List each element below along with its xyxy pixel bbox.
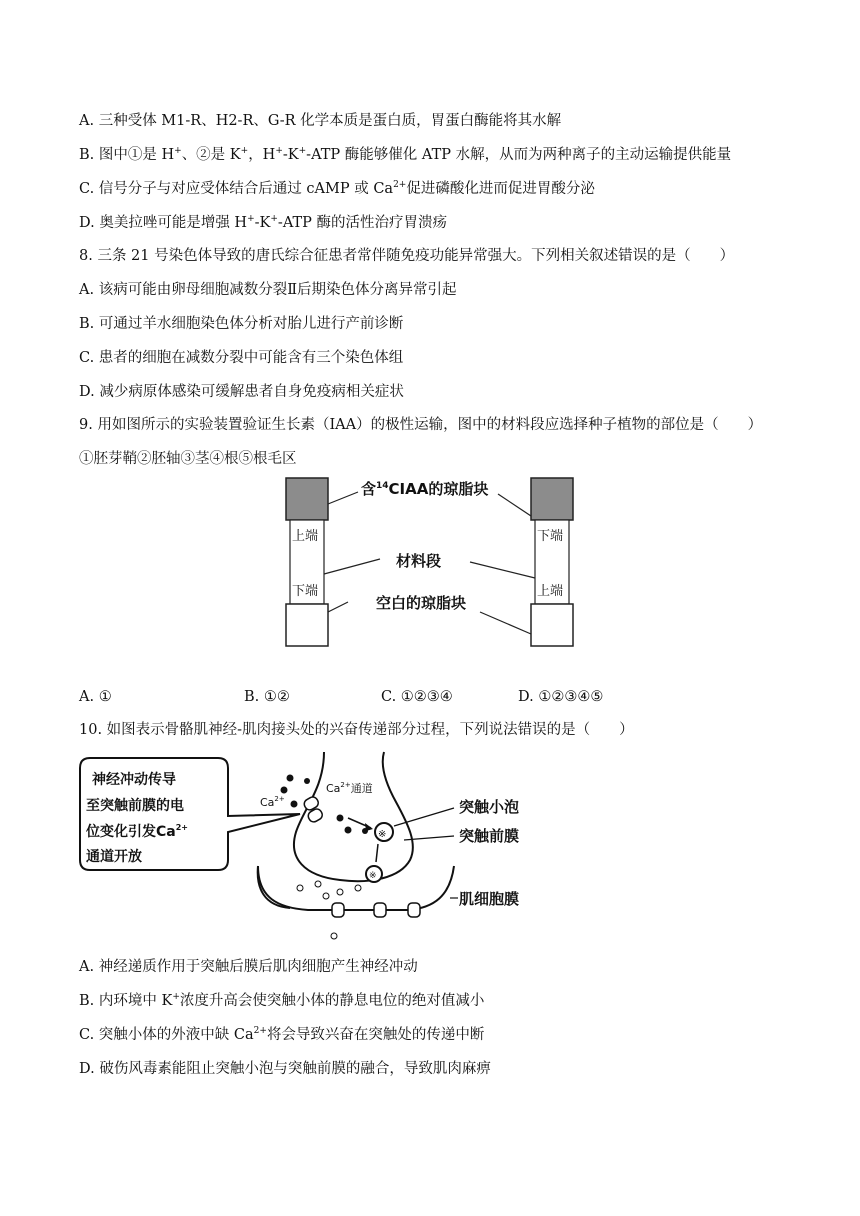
receptor (332, 903, 344, 917)
q9-option-a: A. ① (79, 689, 112, 705)
callout-line-1: 神经冲动传导 (92, 772, 176, 788)
q10-option-b: B. 内环境中 K+浓度升高会使突触小体的静息电位的绝对值减小 (79, 992, 485, 1009)
q7-option-d: D. 奥美拉唑可能是增强 H+-K+-ATP 酶的活性治疗胃溃疡 (79, 214, 448, 231)
q7-option-b: B. 图中①是 H+、②是 K+，H+-K+-ATP 酶能够催化 ATP 水解，从而为两种离子的主动运输提供能量 (79, 146, 732, 163)
arrow-head (365, 823, 373, 831)
q8-option-b: B. 可通过羊水细胞染色体分析对胎儿进行产前诊断 (79, 316, 404, 332)
right-upper-end: 下端 (537, 529, 564, 544)
callout-line-4: 通道开放 (86, 849, 142, 865)
label-muscle-membrane: 肌细胞膜 (459, 890, 520, 908)
callout-line-2: 至突触前膜的电 (86, 798, 184, 814)
q10-stem: 10. 如图表示骨骼肌神经-肌肉接头处的兴奋传递部分过程，下列说法错误的是（ ） (79, 722, 634, 738)
q9-option-b: B. ①② (244, 689, 290, 705)
q8-stem: 8. 三条 21 号染色体导致的唐氏综合征患者常伴随免疫功能异常强大。下列相关叙述错误的是（ ） (79, 248, 735, 264)
pointer-bottom-left (328, 602, 348, 612)
pointer-bottom-right (480, 612, 531, 634)
neurotransmitter (337, 889, 343, 895)
ca-ion (304, 778, 310, 784)
receptor (374, 903, 386, 917)
q10-option-a: A. 神经递质作用于突触后膜后肌肉细胞产生神经冲动 (79, 959, 418, 975)
label-ca-ion: $Ca^{2+}$ (260, 795, 285, 809)
neurotransmitter (355, 885, 361, 891)
q8-option-d: D. 减少病原体感染可缓解患者自身免疫病相关症状 (79, 384, 404, 400)
label-presynaptic-membrane: 突触前膜 (459, 827, 520, 845)
left-blank-agar-block (286, 604, 328, 646)
label-synaptic-vesicle: 突触小泡 (459, 798, 520, 816)
q10-option-c: C. 突触小体的外液中缺 $Ca^{2+}$将会导致兴奋在突触处的传递中断 (79, 1026, 485, 1043)
label-material-segment: 材料段 (396, 552, 442, 570)
receptor (408, 903, 420, 917)
label-blank-agar: 空白的琼脂块 (376, 594, 467, 612)
ca-ion (337, 815, 344, 822)
svg-text:※: ※ (369, 871, 377, 881)
pointer-mid-right (470, 562, 535, 578)
right-lower-end: 上端 (537, 584, 564, 599)
q8-option-a: A. 该病可能由卵母细胞减数分裂Ⅱ后期染色体分离异常引起 (79, 282, 457, 298)
left-upper-end: 上端 (292, 529, 319, 544)
q7-option-a: A. 三种受体 M1-R、H2-R、G-R 化学本质是蛋白质，胃蛋白酶能将其水解 (79, 113, 562, 129)
q10-option-d: D. 破伤风毒素能阻止突触小泡与突触前膜的融合，导致肌肉麻痹 (79, 1061, 491, 1077)
q9-items: ①胚芽鞘②胚轴③茎④根⑤根毛区 (79, 451, 297, 467)
left-iaa-agar-block (286, 478, 328, 520)
neuromuscular-junction-figure (78, 748, 538, 943)
iaa-transport-figure (280, 474, 585, 654)
right-iaa-agar-block (531, 478, 573, 520)
neurotransmitter (315, 881, 321, 887)
q8-option-c: C. 患者的细胞在减数分裂中可能含有三个染色体组 (79, 350, 404, 366)
pointer-mid-left (324, 559, 380, 574)
ca-ion (287, 775, 294, 782)
pointer-top-left (328, 492, 358, 504)
ca-ion (281, 787, 288, 794)
pointer-top-right (498, 494, 531, 516)
q7-option-c: C. 信号分子与对应受体结合后通过 cAMP 或 $Ca^{2+}$促进磷酸化进而促进胃酸分泌 (79, 180, 595, 197)
q9-option-d: D. ①②③④⑤ (518, 689, 604, 705)
q9-option-c: C. ①②③④ (381, 689, 453, 705)
ca-ion (345, 827, 352, 834)
ca-ion (291, 801, 298, 808)
label-ca-channel: $Ca^{2+}$通道 (326, 781, 373, 795)
svg-text:※: ※ (378, 829, 387, 840)
neurotransmitter (331, 933, 337, 939)
q9-stem: 9. 用如图所示的实验装置验证生长素（IAA）的极性运输，图中的材料段应选择种子植物的部位是（ ） (79, 417, 763, 433)
neurotransmitter (323, 893, 329, 899)
left-lower-end: 下端 (292, 584, 319, 599)
label-iaa-agar: 含$^{14}$CIAA的琼脂块 (361, 480, 489, 498)
neurotransmitter (297, 885, 303, 891)
vesicle-arrow (376, 844, 378, 862)
right-blank-agar-block (531, 604, 573, 646)
callout-line-3: 位变化引发$Ca^{2+}$ (86, 823, 189, 840)
